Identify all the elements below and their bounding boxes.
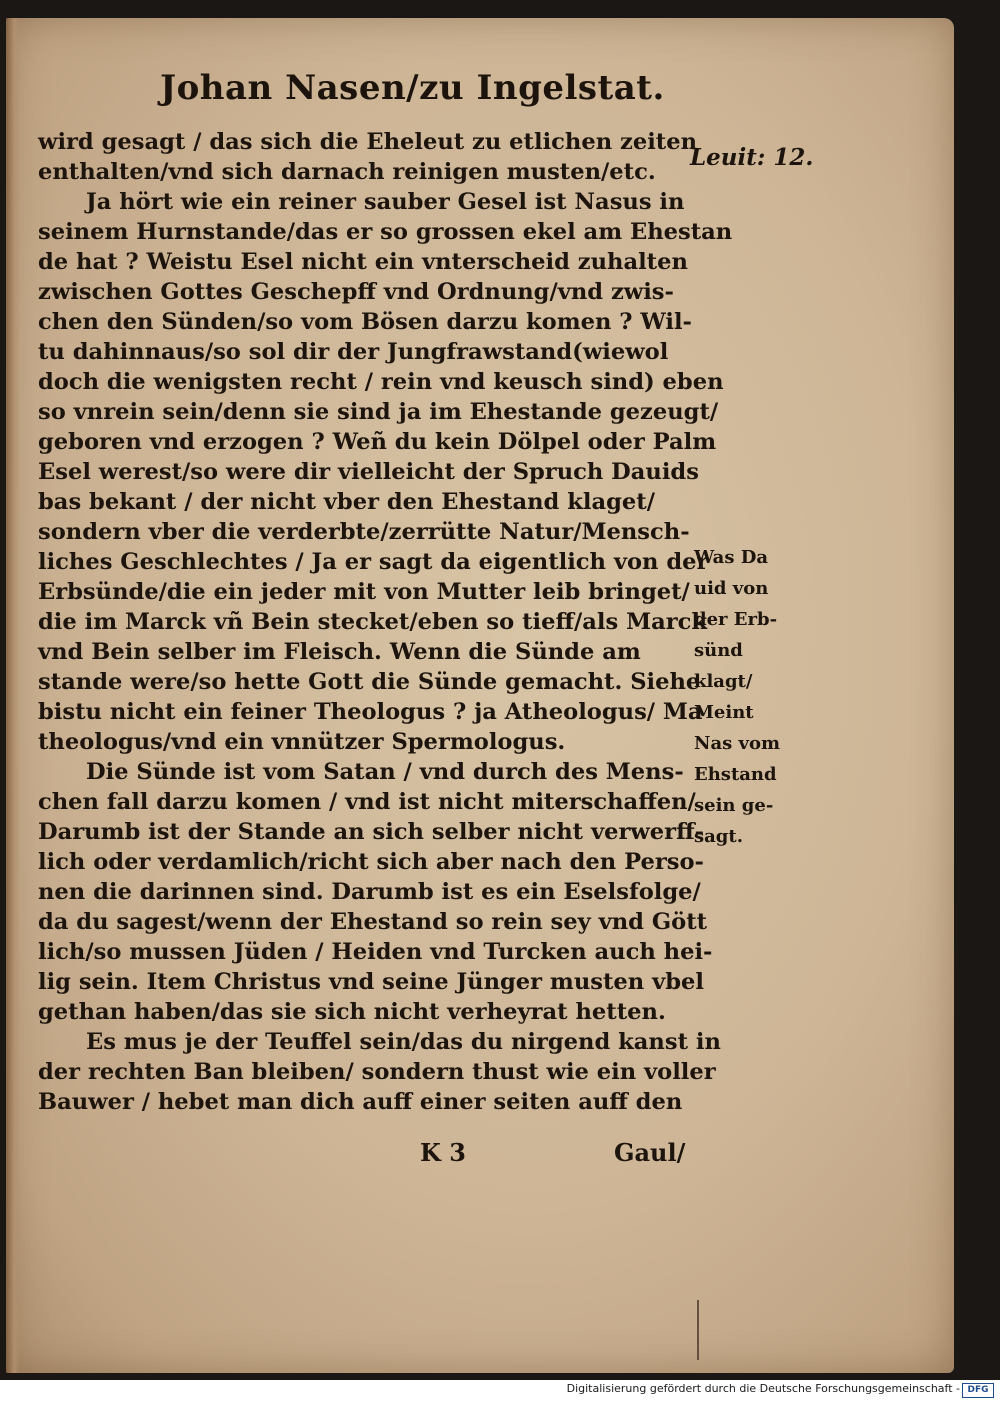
- margin-note-line: Was Da: [694, 547, 768, 568]
- text-line: doch die wenigsten recht / rein vnd keusch sind) eben: [38, 369, 724, 395]
- text-line: liches Geschlechtes / Ja er sagt da eigentlich von der: [38, 549, 709, 575]
- text-line: Erbsünde/die ein jeder mit von Mutter leib bringet/: [38, 579, 690, 605]
- text-line: Esel werest/so were dir vielleicht der Spruch Dauids: [38, 459, 699, 485]
- page-binding-edge: [6, 18, 20, 1373]
- text-line: Darumb ist der Stande an sich selber nicht verwerff-: [38, 819, 704, 845]
- text-line: stande were/so hette Gott die Sünde gemacht. Siehe: [38, 669, 701, 695]
- text-line: so vnrein sein/denn sie sind ja im Ehestande gezeugt/: [38, 399, 719, 425]
- text-line: sondern vber die verderbte/zerrütte Natur/Mensch-: [38, 519, 690, 545]
- text-line: chen fall darzu komen / vnd ist nicht miterschaffen/: [38, 789, 696, 815]
- margin-note-line: sünd: [694, 640, 743, 661]
- margin-note: [694, 542, 804, 852]
- text-line: zwischen Gottes Geschepff vnd Ordnung/vnd zwis-: [38, 279, 674, 305]
- text-line: gethan haben/das sie sich nicht verheyrat hetten.: [38, 999, 666, 1025]
- text-line: Es mus je der Teuffel sein/das du nirgend kanst in: [86, 1029, 721, 1055]
- text-line: Die Sünde ist vom Satan / vnd durch des Mens-: [86, 759, 684, 785]
- signature-mark: K 3: [420, 1138, 466, 1167]
- margin-note-line: klagt/: [694, 671, 753, 692]
- margin-note-line: der Erb-: [694, 609, 778, 630]
- margin-note-line: uid von: [694, 578, 769, 599]
- text-line: geboren vnd erzogen ? Weñ du kein Dölpel oder Palm: [38, 429, 717, 455]
- funding-credit: Digitalisierung gefördert durch die Deutsche Forschungsgemeinschaft -: [566, 1382, 960, 1395]
- margin-note-line: sein ge-: [694, 795, 774, 816]
- text-line: lich oder verdamlich/richt sich aber nach den Perso-: [38, 849, 704, 875]
- margin-reference: Leuit: 12.: [690, 144, 814, 171]
- margin-note-line: Nas vom: [694, 733, 781, 754]
- margin-note-line: Meint: [694, 702, 754, 723]
- text-line: Bauwer / hebet man dich auff einer seiten auff den: [38, 1089, 683, 1115]
- text-line: bas bekant / der nicht vber den Ehestand klaget/: [38, 489, 655, 515]
- dfg-logo: DFG: [962, 1383, 994, 1398]
- text-line: die im Marck vñ Bein stecket/eben so tieff/als Marck: [38, 609, 708, 635]
- text-line: enthalten/vnd sich darnach reinigen musten/etc.: [38, 159, 656, 185]
- pencil-mark: [697, 1300, 699, 1360]
- text-line: de hat ? Weistu Esel nicht ein vnterscheid zuhalten: [38, 249, 688, 275]
- text-line: chen den Sünden/so vom Bösen darzu komen ? Wil-: [38, 309, 692, 335]
- text-line: da du sagest/wenn der Ehestand so rein sey vnd Gött: [38, 909, 708, 935]
- margin-note-line: Ehstand: [694, 764, 777, 785]
- text-line: tu dahinnaus/so sol dir der Jungfrawstand(wiewol: [38, 339, 669, 365]
- text-line: vnd Bein selber im Fleisch. Wenn die Sünde am: [38, 639, 641, 665]
- text-line: der rechten Ban bleiben/ sondern thust wie ein voller: [38, 1059, 716, 1085]
- text-line: theologus/vnd ein vnnützer Spermologus.: [38, 729, 566, 755]
- footer-bar: [0, 1380, 1000, 1401]
- text-line: bistu nicht ein feiner Theologus ? ja Atheologus/ Ma: [38, 699, 703, 725]
- text-line: lig sein. Item Christus vnd seine Jünger musten vbel: [38, 969, 704, 995]
- text-line: wird gesagt / das sich die Eheleut zu etlichen zeiten: [38, 129, 698, 155]
- catchword: Gaul/: [614, 1138, 686, 1167]
- text-line: Ja hört wie ein reiner sauber Gesel ist Nasus in: [86, 189, 685, 215]
- text-line: nen die darinnen sind. Darumb ist es ein Eselsfolge/: [38, 879, 701, 905]
- text-line: lich/so mussen Jüden / Heiden vnd Turcken auch hei-: [38, 939, 713, 965]
- running-head: Johan Nasen/zu Ingelstat.: [160, 68, 665, 108]
- margin-note-line: sagt.: [694, 826, 743, 847]
- text-line: seinem Hurnstande/das er so grossen ekel am Ehestan: [38, 219, 733, 245]
